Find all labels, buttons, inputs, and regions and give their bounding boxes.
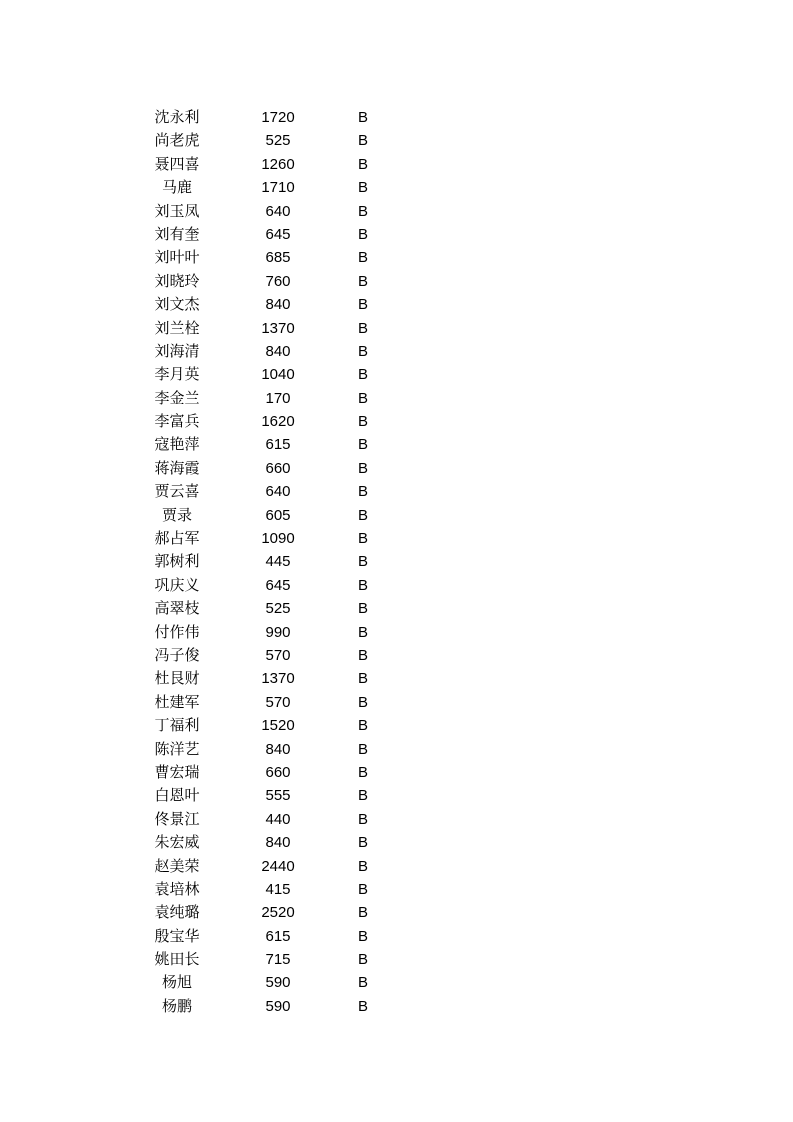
table-row bbox=[0, 293, 388, 316]
person-name: 寇艳萍 bbox=[154, 436, 200, 454]
table-row bbox=[0, 667, 388, 690]
amount-value: 590 bbox=[265, 974, 291, 992]
table-row bbox=[0, 644, 388, 667]
amount-value: 1370 bbox=[261, 670, 295, 688]
person-name: 聂四喜 bbox=[154, 155, 200, 173]
grade-value: B bbox=[358, 834, 369, 852]
amount-value: 660 bbox=[265, 459, 291, 477]
grade-value: B bbox=[358, 436, 369, 454]
table-row bbox=[0, 925, 388, 948]
amount-value: 760 bbox=[265, 272, 291, 290]
grade-value: B bbox=[358, 179, 369, 197]
amount-value: 570 bbox=[265, 646, 291, 664]
person-name: 姚田长 bbox=[154, 951, 200, 969]
amount-value: 1620 bbox=[261, 413, 295, 431]
person-name: 殷宝华 bbox=[154, 927, 200, 945]
grade-value: B bbox=[358, 974, 369, 992]
amount-value: 685 bbox=[265, 249, 291, 267]
table-row bbox=[0, 129, 388, 152]
person-name: 袁纯璐 bbox=[154, 904, 200, 922]
amount-value: 605 bbox=[265, 506, 291, 524]
person-name: 丁福利 bbox=[154, 717, 200, 735]
grade-value: B bbox=[358, 249, 369, 267]
amount-value: 1520 bbox=[261, 717, 295, 735]
person-name: 袁培林 bbox=[154, 880, 200, 898]
grade-value: B bbox=[358, 459, 369, 477]
grade-value: B bbox=[358, 155, 369, 173]
table-row bbox=[0, 433, 388, 456]
table-row bbox=[0, 808, 388, 831]
table-row bbox=[0, 691, 388, 714]
table-row bbox=[0, 995, 388, 1018]
table-row bbox=[0, 738, 388, 761]
amount-value: 615 bbox=[265, 436, 291, 454]
table-row bbox=[0, 317, 388, 340]
grade-value: B bbox=[358, 109, 369, 126]
table-row bbox=[0, 176, 388, 199]
amount-value: 555 bbox=[265, 787, 291, 805]
amount-value: 590 bbox=[265, 997, 291, 1015]
person-name: 沈永利 bbox=[154, 109, 200, 126]
amount-value: 615 bbox=[265, 927, 291, 945]
amount-value: 840 bbox=[265, 740, 291, 758]
grade-value: B bbox=[358, 717, 369, 735]
grade-value: B bbox=[358, 296, 369, 314]
grade-value: B bbox=[358, 483, 369, 501]
grade-value: B bbox=[358, 670, 369, 688]
person-name: 刘叶叶 bbox=[154, 249, 200, 267]
amount-value: 1090 bbox=[261, 530, 295, 548]
table-row bbox=[0, 971, 388, 994]
grade-value: B bbox=[358, 997, 369, 1015]
amount-value: 640 bbox=[265, 202, 291, 220]
table-row bbox=[0, 363, 388, 386]
grade-value: B bbox=[358, 763, 369, 781]
grade-value: B bbox=[358, 319, 369, 337]
amount-value: 445 bbox=[265, 553, 291, 571]
grade-value: B bbox=[358, 857, 369, 875]
amount-value: 2520 bbox=[261, 904, 295, 922]
person-name: 杨旭 bbox=[161, 974, 192, 992]
grade-value: B bbox=[358, 600, 369, 618]
amount-value: 1720 bbox=[261, 109, 295, 126]
amount-value: 2440 bbox=[261, 857, 295, 875]
table-row bbox=[0, 200, 388, 223]
grade-value: B bbox=[358, 506, 369, 524]
person-name: 佟景江 bbox=[154, 810, 200, 828]
amount-value: 525 bbox=[265, 600, 291, 618]
grade-value: B bbox=[358, 740, 369, 758]
person-name: 贾云喜 bbox=[154, 483, 200, 501]
table-row bbox=[0, 246, 388, 269]
person-name: 陈洋艺 bbox=[154, 740, 200, 758]
grade-value: B bbox=[358, 810, 369, 828]
table-row bbox=[0, 901, 388, 924]
amount-value: 715 bbox=[265, 951, 291, 969]
table-row bbox=[0, 480, 388, 503]
person-name: 刘海清 bbox=[154, 342, 200, 360]
person-name: 蒋海霞 bbox=[154, 459, 200, 477]
grade-value: B bbox=[358, 342, 369, 360]
person-name: 郝占军 bbox=[154, 530, 200, 548]
person-name: 杨鹏 bbox=[161, 997, 192, 1015]
amount-value: 415 bbox=[265, 880, 291, 898]
person-name: 白恩叶 bbox=[154, 787, 200, 805]
grade-value: B bbox=[358, 623, 369, 641]
person-name: 李富兵 bbox=[154, 413, 200, 431]
grade-value: B bbox=[358, 132, 369, 150]
person-name: 尚老虎 bbox=[154, 132, 200, 150]
table-row bbox=[0, 948, 388, 971]
grade-value: B bbox=[358, 951, 369, 969]
table-row bbox=[0, 340, 388, 363]
amount-value: 840 bbox=[265, 296, 291, 314]
amount-value: 1260 bbox=[261, 155, 295, 173]
person-name: 曹宏瑞 bbox=[154, 763, 200, 781]
table-row bbox=[0, 597, 388, 620]
table-row bbox=[0, 457, 388, 480]
amount-value: 645 bbox=[265, 576, 291, 594]
person-name: 杜建军 bbox=[154, 693, 200, 711]
table-row bbox=[0, 574, 388, 597]
amount-value: 1040 bbox=[261, 366, 295, 384]
grade-value: B bbox=[358, 787, 369, 805]
table-row bbox=[0, 270, 388, 293]
table-row bbox=[0, 855, 388, 878]
table-row bbox=[0, 621, 388, 644]
table-row bbox=[0, 831, 388, 854]
amount-value: 660 bbox=[265, 763, 291, 781]
table-row bbox=[0, 878, 388, 901]
amount-value: 1710 bbox=[261, 179, 295, 197]
amount-value: 570 bbox=[265, 693, 291, 711]
person-name: 刘有奎 bbox=[154, 225, 200, 243]
person-name: 李金兰 bbox=[154, 389, 200, 407]
grade-value: B bbox=[358, 693, 369, 711]
table-row bbox=[0, 410, 388, 433]
amount-value: 840 bbox=[265, 342, 291, 360]
person-name: 马鹿 bbox=[161, 179, 192, 197]
grade-value: B bbox=[358, 530, 369, 548]
person-name: 高翠枝 bbox=[154, 600, 200, 618]
person-name: 付作伟 bbox=[154, 623, 200, 641]
amount-value: 990 bbox=[265, 623, 291, 641]
table-row bbox=[0, 153, 388, 176]
roster-table bbox=[0, 106, 388, 1018]
amount-value: 440 bbox=[265, 810, 291, 828]
person-name: 刘晓玲 bbox=[154, 272, 200, 290]
table-row bbox=[0, 223, 388, 246]
grade-value: B bbox=[358, 389, 369, 407]
amount-value: 525 bbox=[265, 132, 291, 150]
amount-value: 170 bbox=[265, 389, 291, 407]
amount-value: 645 bbox=[265, 225, 291, 243]
amount-value: 1370 bbox=[261, 319, 295, 337]
table-row bbox=[0, 550, 388, 573]
amount-value: 640 bbox=[265, 483, 291, 501]
table-row bbox=[0, 504, 388, 527]
grade-value: B bbox=[358, 225, 369, 243]
table-row bbox=[0, 784, 388, 807]
person-name: 杜艮财 bbox=[154, 670, 200, 688]
person-name: 刘文杰 bbox=[154, 296, 200, 314]
grade-value: B bbox=[358, 904, 369, 922]
person-name: 贾录 bbox=[161, 506, 192, 524]
grade-value: B bbox=[358, 366, 369, 384]
table-row bbox=[0, 527, 388, 550]
person-name: 郭树利 bbox=[154, 553, 200, 571]
table-row bbox=[0, 106, 388, 129]
person-name: 冯子俊 bbox=[154, 646, 200, 664]
person-name: 刘兰栓 bbox=[154, 319, 200, 337]
person-name: 李月英 bbox=[154, 366, 200, 384]
grade-value: B bbox=[358, 646, 369, 664]
person-name: 朱宏威 bbox=[154, 834, 200, 852]
amount-value: 840 bbox=[265, 834, 291, 852]
person-name: 巩庆义 bbox=[154, 576, 200, 594]
table-row bbox=[0, 761, 388, 784]
person-name: 赵美荣 bbox=[154, 857, 200, 875]
table-row bbox=[0, 387, 388, 410]
grade-value: B bbox=[358, 202, 369, 220]
grade-value: B bbox=[358, 272, 369, 290]
person-name: 刘玉凤 bbox=[154, 202, 200, 220]
grade-value: B bbox=[358, 413, 369, 431]
grade-value: B bbox=[358, 927, 369, 945]
grade-value: B bbox=[358, 576, 369, 594]
grade-value: B bbox=[358, 553, 369, 571]
table-row bbox=[0, 714, 388, 737]
grade-value: B bbox=[358, 880, 369, 898]
